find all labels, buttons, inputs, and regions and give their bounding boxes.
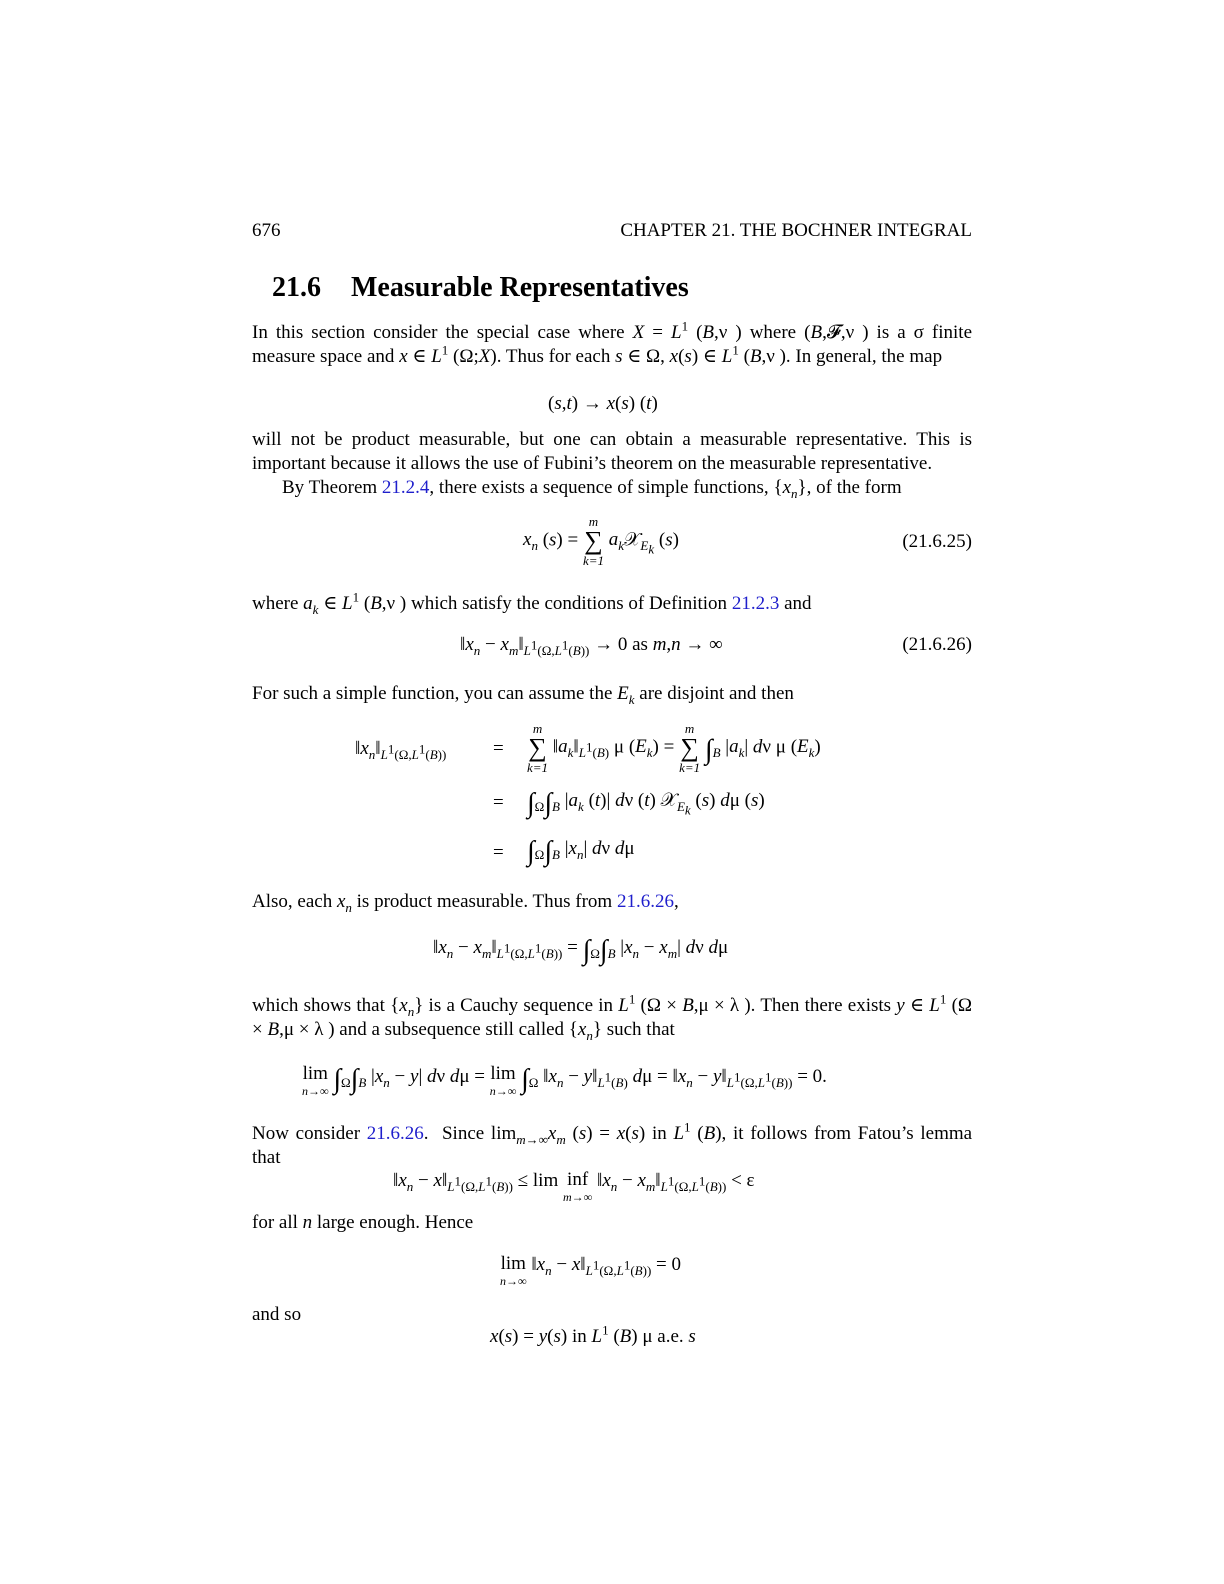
disjoint-text-a: For such a simple function, you can assume the	[252, 683, 613, 704]
page-number: 676	[252, 220, 281, 241]
equation-limit-chain: lim n→∞ $\int_\Omega\int_B$ $|x_n - y|$ dν dμ = lim n→∞ $\int_\Omega$ $‖x_n$ − $y‖_{L^1(B)}$ $d\mu = ‖x_n$ − $y‖_{L^1(\Omega,L^1(B))} = 0$.	[302, 1063, 827, 1098]
definition-link[interactable]: 21.2.3	[731, 593, 780, 614]
cauchy-text-a: which shows that	[252, 995, 385, 1016]
equation-number-26: (21.6.26)	[902, 634, 972, 655]
paragraph-and-so: and so	[252, 1304, 302, 1325]
cauchy-text-b: is a Cauchy sequence in	[428, 995, 614, 1016]
equation-fatou: $‖x_n$ − $x‖_{L^1(\Omega,L^1(B))} \le \lim$ inf m→∞ $‖x_n$ − $x_m‖_{L^1(\Omega,L^1(B))} < \varepsilon$	[393, 1169, 755, 1204]
paragraph-fatou: Now consider 21.6.26. Since $\lim_{m\to\infty}x_m$ (s) = x(s) in $L^1$ (B), it follows from Fatou’s lemma that	[252, 1119, 973, 1168]
theorem-text-b: , there exists a sequence of simple functions,	[429, 477, 769, 498]
equation-number-25: (21.6.25)	[902, 531, 972, 552]
in-text: in	[651, 1123, 667, 1144]
paragraph-theorem: By Theorem 21.2.4, there exists a sequence of simple functions, $\{x_n\}$, of the form	[282, 477, 902, 501]
section-title-text: Measurable Representatives	[351, 272, 689, 303]
equation-norm-integral: $‖x_n$ − $x_m‖_{L^1(\Omega,L^1(B))} = \int_\Omega\int_B$ $|x_n - x_m|$ dν dμ	[433, 935, 729, 966]
disjoint-text-b: are disjoint and then	[639, 683, 794, 704]
in-text-2: in	[571, 1326, 587, 1347]
definition-text-c: and	[784, 593, 812, 614]
aligned-rhs-1: m ∑ k=1 $‖a_k‖_{L^1(B)}$ μ $(E_k)$ = m ∑ k=1 $\int_B$ $|a_k|$ dν μ $(E_k)$	[527, 721, 821, 775]
aligned-eq-1: =	[493, 738, 504, 759]
large-text-b: large enough. Hence	[316, 1212, 474, 1233]
paragraph-disjoint: For such a simple function, you can assume the $E_k$ are disjoint and then	[252, 683, 794, 707]
theorem-link[interactable]: 21.2.4	[381, 477, 430, 498]
eq-link-26b[interactable]: 21.6.26	[366, 1123, 424, 1144]
fatou-text-b: Since	[441, 1123, 485, 1144]
paragraph-intro: In this section consider the special case where $X = L^1$ (B,ν ) where (B,𝓕,ν ) is a σ finite measure space and x ∈ $L^1$ (Ω;X). Thus for each s ∈ Ω, x(s) ∈ $L^1$ (B,ν ). In general, the map	[252, 318, 973, 367]
fatou-text-a: Now consider	[252, 1123, 361, 1144]
paragraph-product-measurable: will not be product measurable, but one can obtain a measurable representative. This is important because it allows the use of Fubini’s theorem on the measurable representative.	[252, 429, 972, 474]
aligned-rhs-3: $\int_\Omega\int_B$ $|x_n|$ dν dμ	[527, 836, 635, 867]
intro-text: In this section consider the special case where	[252, 322, 625, 343]
eq-link-26a[interactable]: 21.6.26	[616, 891, 674, 912]
equation-cauchy: $‖x_n$ − $x_m‖_{L^1(\Omega,L^1(B))} \to 0$ as m,n → ∞	[460, 634, 723, 658]
section-title	[272, 272, 689, 304]
fatou-text-c: it follows from Fatou’s lemma that	[252, 1123, 973, 1168]
running-header: CHAPTER 21. THE BOCHNER INTEGRAL	[620, 220, 972, 241]
cauchy-text-d: and a subsequence still called	[339, 1019, 565, 1040]
product-text-a: Also, each	[252, 891, 333, 912]
section-number: 21.6	[272, 272, 321, 303]
equation-conclusion: x(s) = y(s) in $L^1$ (B) μ a.e. s	[490, 1322, 696, 1347]
product-text-b: is product measurable. Thus from	[356, 891, 613, 912]
large-text-a: for all	[252, 1212, 298, 1233]
definition-text-a: where	[252, 593, 299, 614]
cauchy-text-c: Then there exists	[760, 995, 892, 1016]
aligned-eq-2: =	[493, 792, 504, 813]
ae-text: a.e.	[657, 1326, 684, 1347]
equation-simple-function: $x_n$ (s) = m ∑ k=1 $a_k𝒳_{E_k}$ (s)	[523, 514, 679, 568]
equation-map: (s,t) → x(s) (t)	[548, 393, 658, 414]
theorem-text-a: By Theorem	[282, 477, 378, 498]
as-text: as	[632, 634, 648, 655]
paragraph-large-enough: for all n large enough. Hence	[252, 1212, 474, 1233]
paragraph-definition: where $a_k$ ∈ $L^1$ (B,ν ) which satisfy the conditions of Definition 21.2.3 and	[252, 589, 812, 617]
paragraph-product: Also, each $x_n$ is product measurable. Thus from 21.6.26,	[252, 891, 679, 915]
definition-text-b: which satisfy the conditions of Definition	[410, 593, 728, 614]
equation-limit-zero: lim n→∞ $‖x_n$ − $x‖_{L^1(\Omega,L^1(B))} = 0$	[500, 1253, 681, 1288]
theorem-text-c: , of the form	[806, 477, 902, 498]
aligned-eq-3: =	[493, 842, 504, 863]
cauchy-text-e: such that	[606, 1019, 675, 1040]
paragraph-cauchy: which shows that $\{x_n\}$ is a Cauchy sequence in $L^1$ (Ω × B,μ × λ ). Then there exists y ∈ $L^1$ (Ω × B,μ × λ ) and a subsequence still called $\{x_n\}$ such that	[252, 991, 973, 1043]
aligned-lhs: $‖x_n‖_{L^1(\Omega,L^1(B))}$	[355, 738, 447, 762]
aligned-rhs-2: $\int_\Omega\int_B$ $|a_k$ (t)| dν (t) 𝒳$_{E_k}$ (s) dμ (s)	[527, 788, 765, 819]
